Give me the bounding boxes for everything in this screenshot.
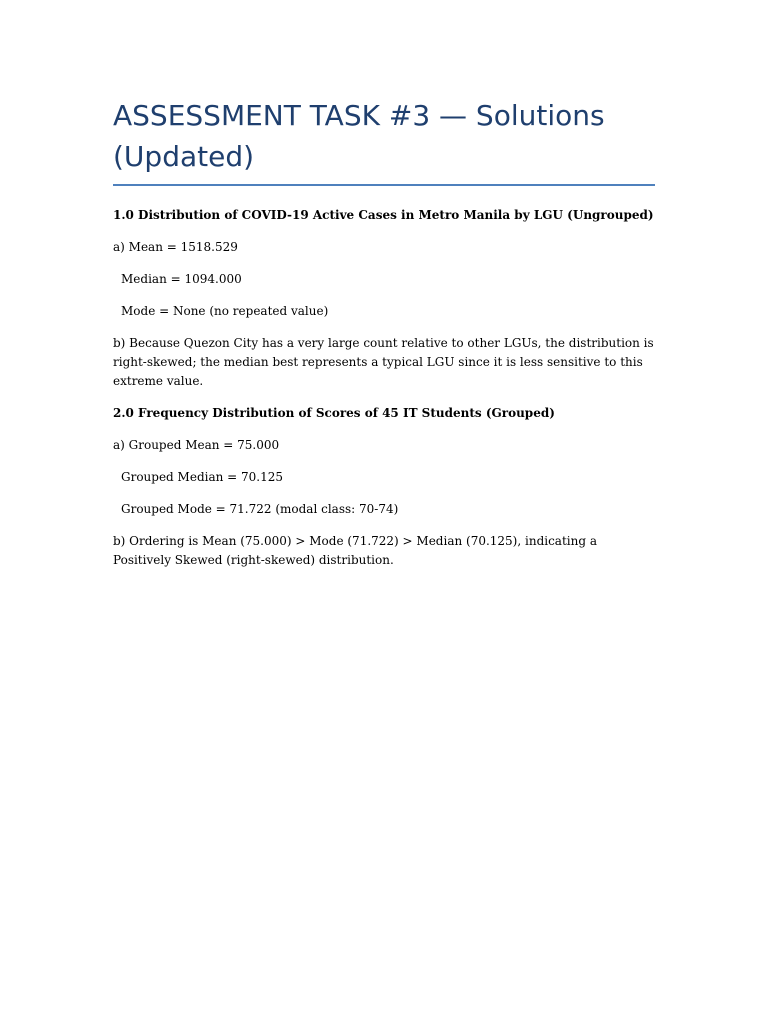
- section1-mode: Mode = None (no repeated value): [121, 304, 329, 318]
- document-page: [113, 95, 655, 583]
- section2-mean: a) Grouped Mean = 75.000: [113, 438, 280, 452]
- section1-interpretation: b) Because Quezon City has a very large count relative to other LGUs, the distribution is right-skewed; the median best represents a typical LGU since it is less sensitive to this extreme value.: [113, 336, 654, 388]
- section2-mode: Grouped Mode = 71.722 (modal class: 70-74): [121, 502, 399, 516]
- section2-interpretation: b) Ordering is Mean (75.000) > Mode (71.722) > Median (70.125), indicating a Positively Skewed (right-skewed) distribution.: [113, 534, 597, 567]
- section1-mean: a) Mean = 1518.529: [113, 240, 238, 254]
- section2-heading: 2.0 Frequency Distribution of Scores of 45 IT Students (Grouped): [113, 406, 555, 420]
- section2-median: Grouped Median = 70.125: [121, 470, 284, 484]
- title-underline: [113, 184, 655, 186]
- section1-median: Median = 1094.000: [121, 272, 242, 286]
- section1-heading: 1.0 Distribution of COVID-19 Active Cases in Metro Manila by LGU (Ungrouped): [113, 208, 654, 222]
- document-title: ASSESSMENT TASK #3 — Solutions (Updated): [113, 99, 605, 173]
